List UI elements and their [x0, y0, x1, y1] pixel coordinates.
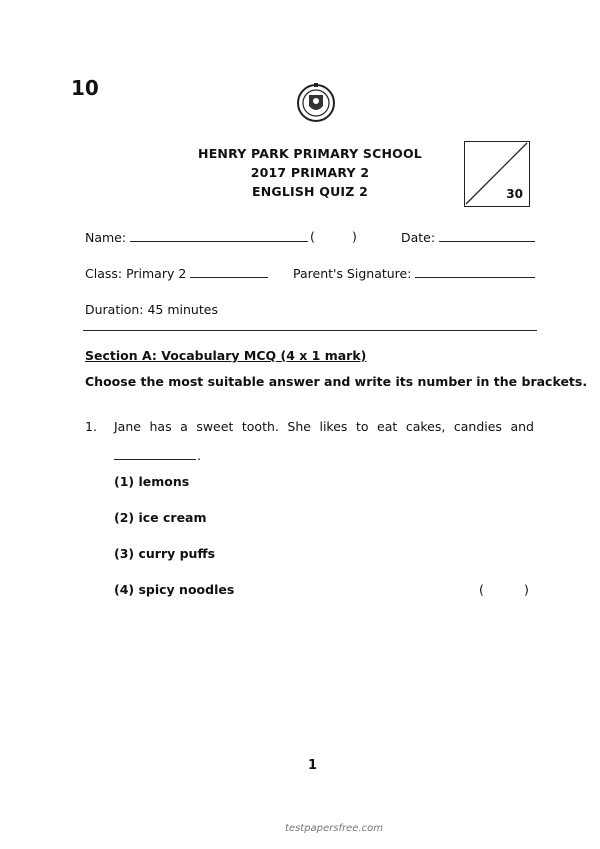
- signature-blank[interactable]: [415, 265, 535, 278]
- school-name: HENRY PARK PRIMARY SCHOOL: [198, 146, 422, 161]
- divider: [83, 330, 537, 331]
- duration: Duration: 45 minutes: [85, 302, 218, 317]
- quiz-title: ENGLISH QUIZ 2: [251, 184, 369, 199]
- school-header: [150, 144, 470, 201]
- option-1: (1) lemons: [114, 474, 190, 489]
- question-number: 1.: [85, 419, 97, 434]
- class-row: [85, 265, 268, 281]
- date-row: [401, 229, 535, 245]
- date-label: Date:: [401, 230, 436, 245]
- class-blank[interactable]: [190, 265, 268, 278]
- register-paren-close: ): [352, 229, 357, 244]
- section-title: Section A: Vocabulary MCQ (4 x 1 mark): [85, 348, 367, 363]
- school-crest-icon: [296, 80, 336, 126]
- name-row: [85, 229, 308, 245]
- page-label: 10: [71, 76, 99, 100]
- page-number: 1: [308, 758, 318, 773]
- register-paren-open: (: [310, 229, 315, 244]
- question-text: Jane has a sweet tooth. She likes to eat cakes, candies and: [114, 419, 534, 434]
- score-total: 30: [506, 187, 523, 201]
- blank-period: .: [197, 448, 201, 463]
- answer-bracket-close: ): [524, 582, 529, 597]
- signature-label: Parent's Signature:: [293, 266, 412, 281]
- date-blank[interactable]: [439, 229, 535, 242]
- option-3: (3) curry puffs: [114, 546, 216, 561]
- option-2: (2) ice cream: [114, 510, 207, 525]
- signature-row: [293, 265, 535, 281]
- section-instruction: Choose the most suitable answer and write its number in the brackets.: [85, 374, 588, 389]
- name-label: Name:: [85, 230, 127, 245]
- answer-bracket-open: (: [479, 582, 484, 597]
- watermark: testpapersfree.com: [285, 823, 383, 834]
- option-4: (4) spicy noodles: [114, 582, 235, 597]
- score-box: [464, 141, 530, 207]
- year-level: 2017 PRIMARY 2: [250, 165, 370, 180]
- answer-blank: [114, 459, 196, 460]
- name-blank[interactable]: [130, 229, 308, 242]
- class-label: Class: Primary 2: [85, 266, 187, 281]
